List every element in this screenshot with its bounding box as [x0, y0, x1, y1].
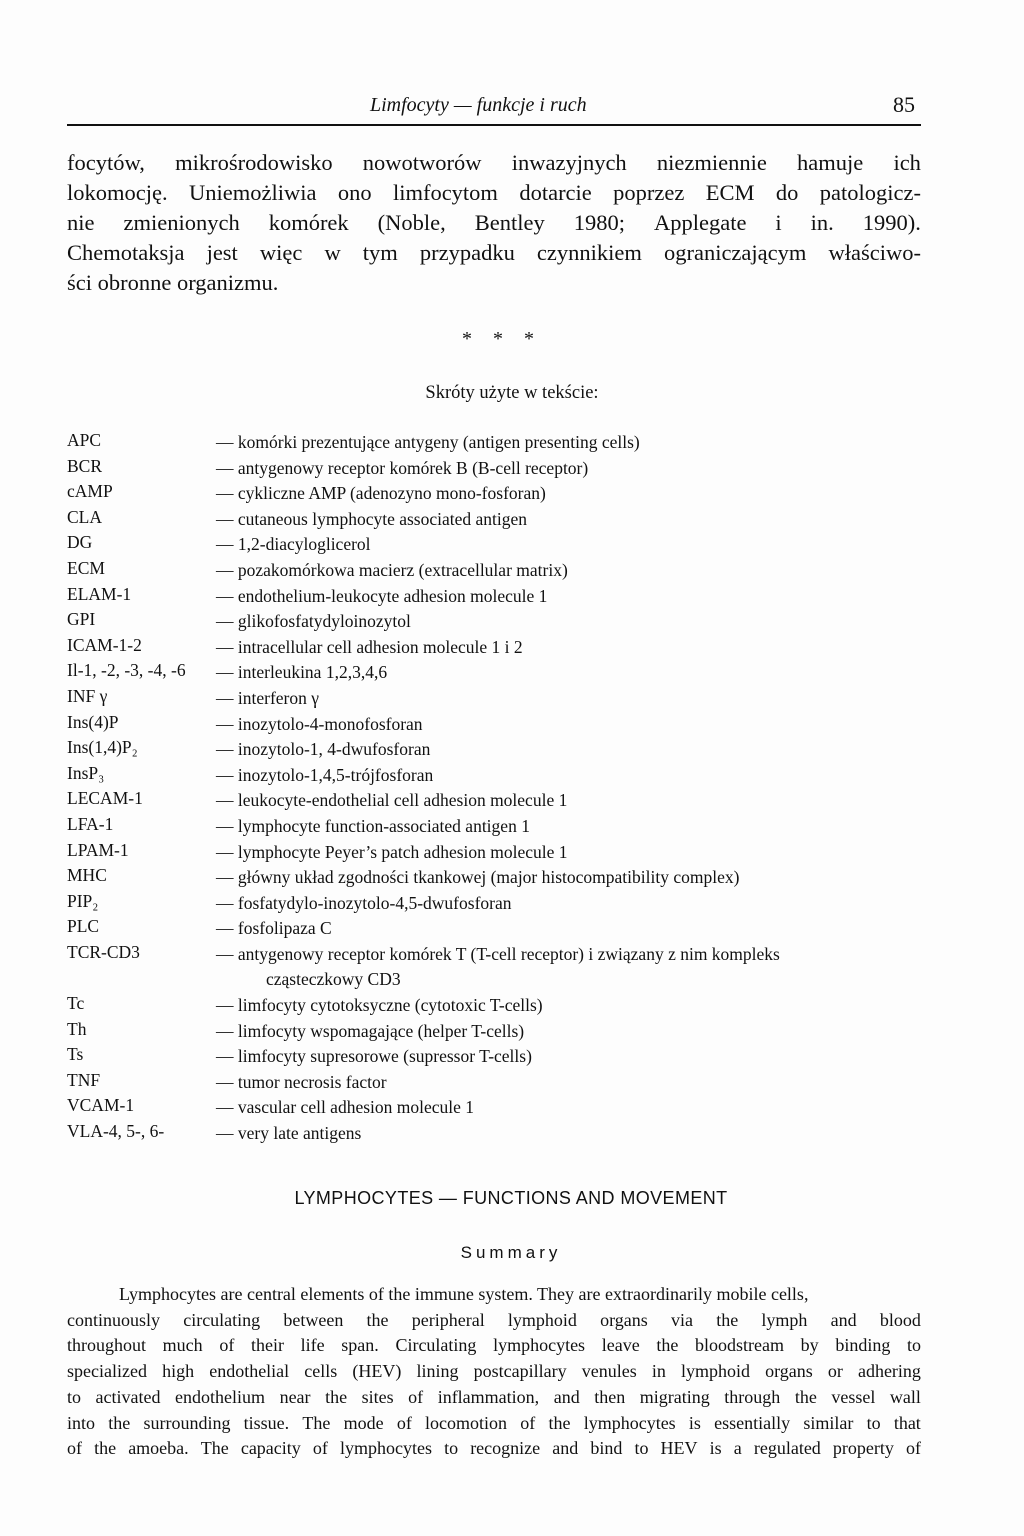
abbreviation-definition: — pozakomórkowa macierz (extracellular matrix): [216, 559, 568, 580]
intro-paragraph: [67, 148, 921, 298]
abbreviation-definition: — limfocyty wspomagające (helper T-cells): [216, 1020, 525, 1041]
abbreviation-key: InsP₃: [67, 762, 105, 783]
page-number: 85: [893, 92, 915, 117]
abbreviation-definition: — endothelium-leukocyte adhesion molecule 1: [216, 585, 548, 606]
abbreviation-row: [67, 660, 947, 686]
abbreviation-definition: — limfocyty cytotoksyczne (cytotoxic T-cells): [216, 995, 543, 1016]
abbreviation-row: [67, 993, 947, 1019]
abbreviation-key: LPAM-1: [67, 839, 129, 860]
abbreviation-key: LECAM-1: [67, 788, 143, 809]
summary-line: throughout much of their life span. Circulating lymphocytes leave the bloodstream by binding to: [67, 1335, 921, 1356]
abbreviation-key: PLC: [67, 916, 100, 937]
summary-line: into the surrounding tissue. The mode of locomotion of the lymphocytes is essentially similar to that: [67, 1412, 921, 1433]
abbreviation-row: [67, 865, 947, 891]
abbreviation-definition: — lymphocyte function-associated antigen 1: [216, 815, 530, 836]
abbreviation-row: [67, 609, 947, 635]
abbreviation-row: [67, 584, 947, 610]
abbreviation-row: [67, 430, 947, 456]
abbreviation-definition: — glikofosfatydyloinozytol: [216, 611, 411, 632]
abbreviation-row: [67, 481, 947, 507]
abbreviation-definition: — komórki prezentujące antygeny (antigen presenting cells): [216, 432, 640, 452]
abbreviation-row: [67, 1095, 947, 1121]
abbreviation-definition: — cykliczne AMP (adenozyno mono-fosforan): [216, 483, 546, 504]
intro-line: lokomocję. Uniemożliwia ono limfocytom dotarcie poprzez ECM do patologicz-: [67, 180, 921, 205]
summary-line: to activated endothelium near the sites of inflammation, and then migrating through the vessel wall: [67, 1386, 921, 1407]
abbreviation-row: [67, 737, 947, 763]
abbreviation-key: TNF: [67, 1069, 101, 1090]
abbreviation-definition: — antygenowy receptor komórek B (B-cell receptor): [216, 457, 589, 478]
abbreviation-key: LFA-1: [67, 813, 114, 834]
abbreviation-row: [67, 686, 947, 712]
running-title: Limfocyty — funkcje i ruch: [370, 94, 587, 116]
summary-paragraph: [67, 1282, 921, 1462]
abbreviation-key: TCR-CD3: [67, 941, 140, 962]
abbreviation-definition: — intracellular cell adhesion molecule 1 i 2: [216, 636, 523, 657]
abbreviation-row: [67, 712, 947, 738]
abbreviation-key: Ins(4)P: [67, 711, 119, 732]
section-separator: * * *: [462, 328, 542, 350]
abbreviation-definition: — cutaneous lymphocyte associated antigen: [216, 508, 528, 529]
abbreviation-key: DG: [67, 532, 93, 553]
abbreviation-key: GPI: [67, 609, 96, 630]
abbreviation-row: [67, 814, 947, 840]
abbreviation-row: [67, 891, 947, 917]
intro-line: Chemotaksja jest więc w tym przypadku czynnikiem ograniczającym właściwo-: [67, 240, 921, 265]
abbreviation-definition: — inozytolo-1, 4-dwufosforan: [216, 739, 431, 760]
abbreviation-definition: — vascular cell adhesion molecule 1: [216, 1097, 475, 1118]
abbreviation-definition: — very late antigens: [216, 1123, 362, 1144]
abbreviation-definition: — interferon γ: [216, 687, 319, 708]
summary-line: specialized high endothelial cells (HEV) lining postcapillary venules in lymphoid organs or adhering: [67, 1361, 921, 1382]
abbreviations-heading: Skróty użyte w tekście:: [425, 383, 599, 403]
summary-line: Lymphocytes are central elements of the immune system. They are extraordinarily mobile cells,: [119, 1284, 809, 1304]
abbreviation-row: [67, 942, 947, 993]
abbreviation-row: [67, 763, 947, 789]
abbreviation-key: Th: [67, 1018, 87, 1039]
abbreviation-key: BCR: [67, 455, 103, 476]
abbreviation-row: [67, 1044, 947, 1070]
abbreviation-row: [67, 456, 947, 482]
abbreviation-key: MHC: [67, 865, 107, 886]
abbreviation-key: VCAM-1: [67, 1095, 135, 1116]
abbreviation-row: [67, 840, 947, 866]
abbreviation-definition: — interleukina 1,2,3,4,6: [216, 662, 388, 683]
abbreviation-definition: — antygenowy receptor komórek T (T-cell receptor) i związany z nim kompleks cząsteczkowy CD3: [216, 942, 946, 993]
abbreviation-definition: — lymphocyte Peyer’s patch adhesion molecule 1: [216, 841, 568, 862]
abbreviation-key: APC: [67, 430, 102, 450]
abbreviation-definition: — 1,2-diacyloglicerol: [216, 534, 371, 555]
abbreviation-definition: — inozytolo-4-monofosforan: [216, 713, 423, 734]
abbreviation-key: ELAM-1: [67, 583, 132, 604]
abbreviation-row: [67, 1070, 947, 1096]
summary-title: LYMPHOCYTES — FUNCTIONS AND MOVEMENT: [294, 1188, 728, 1208]
abbreviation-row: [67, 788, 947, 814]
intro-line: nie zmienionych komórek (Noble, Bentley 1980; Applegate i in. 1990).: [67, 210, 921, 235]
abbreviation-definition-continuation: cząsteczkowy CD3: [266, 969, 401, 990]
summary-line: continuously circulating between the peripheral lymphoid organs via the lymph and blood: [67, 1309, 921, 1330]
abbreviation-definition: — leukocyte-endothelial cell adhesion molecule 1: [216, 790, 568, 811]
summary-line: of the amoeba. The capacity of lymphocytes to recognize and bind to HEV is a regulated property of: [67, 1438, 921, 1459]
abbreviation-definition: — główny układ zgodności tkankowej (major histocompatibility complex): [216, 867, 740, 888]
intro-line: focytów, mikrośrodowisko nowotworów inwazyjnych niezmiennie hamuje ich: [67, 150, 921, 175]
abbreviation-row: [67, 532, 947, 558]
abbreviation-key: INF γ: [67, 685, 108, 706]
summary-subtitle: Summary: [460, 1243, 562, 1262]
abbreviation-definition: — fosfatydylo-inozytolo-4,5-dwufosforan: [216, 892, 512, 913]
abbreviation-key: Tc: [67, 993, 85, 1014]
abbreviation-row: [67, 558, 947, 584]
running-header: [67, 92, 921, 126]
intro-line: ści obronne organizmu.: [67, 270, 279, 295]
abbreviation-key: ECM: [67, 557, 105, 578]
abbreviation-definition: — tumor necrosis factor: [216, 1071, 387, 1092]
abbreviation-row: [67, 916, 947, 942]
abbreviation-row: [67, 507, 947, 533]
abbreviation-row: [67, 1121, 947, 1147]
abbreviation-definition: — fosfolipaza C: [216, 918, 332, 939]
abbreviation-key: Ts: [67, 1044, 84, 1065]
abbreviation-key: PIP₂: [67, 890, 99, 911]
abbreviation-row: [67, 1019, 947, 1045]
abbreviation-key: ICAM-1-2: [67, 634, 142, 655]
abbreviation-key: VLA-4, 5-, 6-: [67, 1121, 165, 1142]
abbreviation-row: [67, 635, 947, 661]
abbreviation-definition: — inozytolo-1,4,5-trójfosforan: [216, 764, 434, 785]
abbreviation-key: cAMP: [67, 481, 113, 502]
abbreviation-key: Il-1, -2, -3, -4, -6: [67, 660, 186, 681]
abbreviation-key: CLA: [67, 506, 102, 527]
abbreviation-definition: — limfocyty supresorowe (supressor T-cells): [216, 1046, 532, 1067]
abbreviations-list: [67, 430, 947, 1147]
abbreviation-key: Ins(1,4)P₂: [67, 737, 138, 758]
